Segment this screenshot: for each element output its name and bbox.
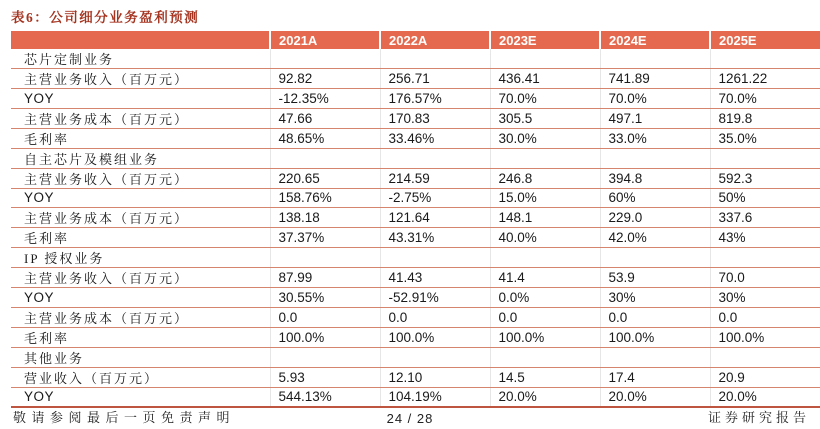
table-cell: -2.75% <box>380 188 490 208</box>
section-row <box>11 248 820 268</box>
table-cell: 0.0 <box>380 307 490 327</box>
table-cell: 92.82 <box>270 69 380 89</box>
table-row <box>11 188 820 208</box>
table-cell: 70.0 <box>710 268 820 288</box>
table-row <box>11 208 820 228</box>
table-cell: 20.9 <box>710 367 820 387</box>
table-row <box>11 108 820 128</box>
row-label: 主营业务收入（百万元） <box>11 268 270 288</box>
footer-report-type: 证券研究报告 <box>707 410 810 425</box>
table-cell: 48.65% <box>270 128 380 148</box>
row-label: 毛利率 <box>11 327 270 347</box>
row-label: 主营业务成本（百万元） <box>11 108 270 128</box>
table-cell: 41.4 <box>490 268 600 288</box>
header-cell-year: 2022A <box>380 31 490 49</box>
table-cell: 337.6 <box>710 208 820 228</box>
table-cell: 50% <box>710 188 820 208</box>
row-label: 毛利率 <box>11 128 270 148</box>
table-row <box>11 128 820 148</box>
table-cell: 100.0% <box>710 327 820 347</box>
table-cell: 170.83 <box>380 108 490 128</box>
header-cell-year: 2021A <box>270 31 380 49</box>
table-cell: 214.59 <box>380 168 490 188</box>
table-row <box>11 367 820 387</box>
table-cell: 30.55% <box>270 288 380 308</box>
table-cell: 138.18 <box>270 208 380 228</box>
table-row <box>11 168 820 188</box>
table-cell: 100.0% <box>270 327 380 347</box>
table-cell: 33.0% <box>600 128 710 148</box>
section-row <box>11 49 820 69</box>
table-row <box>11 387 820 407</box>
row-label: YOY <box>11 89 270 109</box>
footer-disclaimer: 敬请参阅最后一页免责声明 <box>13 410 236 425</box>
row-label: 营业收入（百万元） <box>11 367 270 387</box>
section-label: 自主芯片及模组业务 <box>11 148 270 168</box>
table-cell: 42.0% <box>600 228 710 248</box>
table-row <box>11 307 820 327</box>
section-label: 其他业务 <box>11 347 270 367</box>
table-cell: 43.31% <box>380 228 490 248</box>
table-cell: 15.0% <box>490 188 600 208</box>
footer-page-number: 24 / 28 <box>386 411 434 426</box>
header-cell-blank <box>11 31 270 49</box>
table-cell: 40.0% <box>490 228 600 248</box>
table-cell: 497.1 <box>600 108 710 128</box>
table-cell: 14.5 <box>490 367 600 387</box>
table-cell: -12.35% <box>270 89 380 109</box>
table-row <box>11 288 820 308</box>
row-label: 主营业务成本（百万元） <box>11 208 270 228</box>
table-cell: 70.0% <box>600 89 710 109</box>
table-cell: 544.13% <box>270 387 380 407</box>
table-cell: 256.71 <box>380 69 490 89</box>
table-cell: 5.93 <box>270 367 380 387</box>
section-row <box>11 347 820 367</box>
table-cell: -52.91% <box>380 288 490 308</box>
table-cell: 819.8 <box>710 108 820 128</box>
table-cell: 158.76% <box>270 188 380 208</box>
table-cell: 30% <box>710 288 820 308</box>
table-cell: 60% <box>600 188 710 208</box>
table-cell: 394.8 <box>600 168 710 188</box>
table-cell: 47.66 <box>270 108 380 128</box>
table-cell: 30.0% <box>490 128 600 148</box>
table-cell: 229.0 <box>600 208 710 228</box>
page-footer <box>0 408 820 426</box>
table-cell: 33.46% <box>380 128 490 148</box>
table-cell: 121.64 <box>380 208 490 228</box>
table-cell: 100.0% <box>600 327 710 347</box>
table-cell: 0.0 <box>490 307 600 327</box>
table-cell: 70.0% <box>490 89 600 109</box>
row-label: 毛利率 <box>11 228 270 248</box>
table-cell: 37.37% <box>270 228 380 248</box>
page-title: 表6：公司细分业务盈利预测 <box>11 10 200 25</box>
table-cell: 87.99 <box>270 268 380 288</box>
row-label: YOY <box>11 288 270 308</box>
table-cell: 20.0% <box>600 387 710 407</box>
table-cell: 246.8 <box>490 168 600 188</box>
table-cell: 104.19% <box>380 387 490 407</box>
table-header-row <box>11 31 820 49</box>
table-row <box>11 228 820 248</box>
row-label: YOY <box>11 188 270 208</box>
table-cell: 220.65 <box>270 168 380 188</box>
table-cell: 305.5 <box>490 108 600 128</box>
table-cell: 41.43 <box>380 268 490 288</box>
table-cell: 0.0% <box>490 288 600 308</box>
table-cell: 35.0% <box>710 128 820 148</box>
header-cell-year: 2025E <box>710 31 820 49</box>
row-label: 主营业务成本（百万元） <box>11 307 270 327</box>
table-cell: 176.57% <box>380 89 490 109</box>
table-cell: 20.0% <box>710 387 820 407</box>
row-label: YOY <box>11 387 270 407</box>
table-cell: 741.89 <box>600 69 710 89</box>
table-row <box>11 327 820 347</box>
table-cell: 0.0 <box>710 307 820 327</box>
table-cell: 592.3 <box>710 168 820 188</box>
forecast-table <box>11 31 820 408</box>
table-cell: 0.0 <box>270 307 380 327</box>
table-row <box>11 89 820 109</box>
table-cell: 1261.22 <box>710 69 820 89</box>
table-cell: 53.9 <box>600 268 710 288</box>
header-cell-year: 2023E <box>490 31 600 49</box>
table-cell: 43% <box>710 228 820 248</box>
table-cell: 0.0 <box>600 307 710 327</box>
table-cell: 100.0% <box>380 327 490 347</box>
table-row <box>11 268 820 288</box>
table-cell: 436.41 <box>490 69 600 89</box>
section-label: IP 授权业务 <box>11 248 270 268</box>
table-row <box>11 69 820 89</box>
header-cell-year: 2024E <box>600 31 710 49</box>
section-row <box>11 148 820 168</box>
table-cell: 30% <box>600 288 710 308</box>
table-cell: 20.0% <box>490 387 600 407</box>
table-cell: 100.0% <box>490 327 600 347</box>
table-cell: 17.4 <box>600 367 710 387</box>
table-cell: 148.1 <box>490 208 600 228</box>
table-cell: 70.0% <box>710 89 820 109</box>
row-label: 主营业务收入（百万元） <box>11 69 270 89</box>
row-label: 主营业务收入（百万元） <box>11 168 270 188</box>
table-cell: 12.10 <box>380 367 490 387</box>
section-label: 芯片定制业务 <box>11 49 270 69</box>
